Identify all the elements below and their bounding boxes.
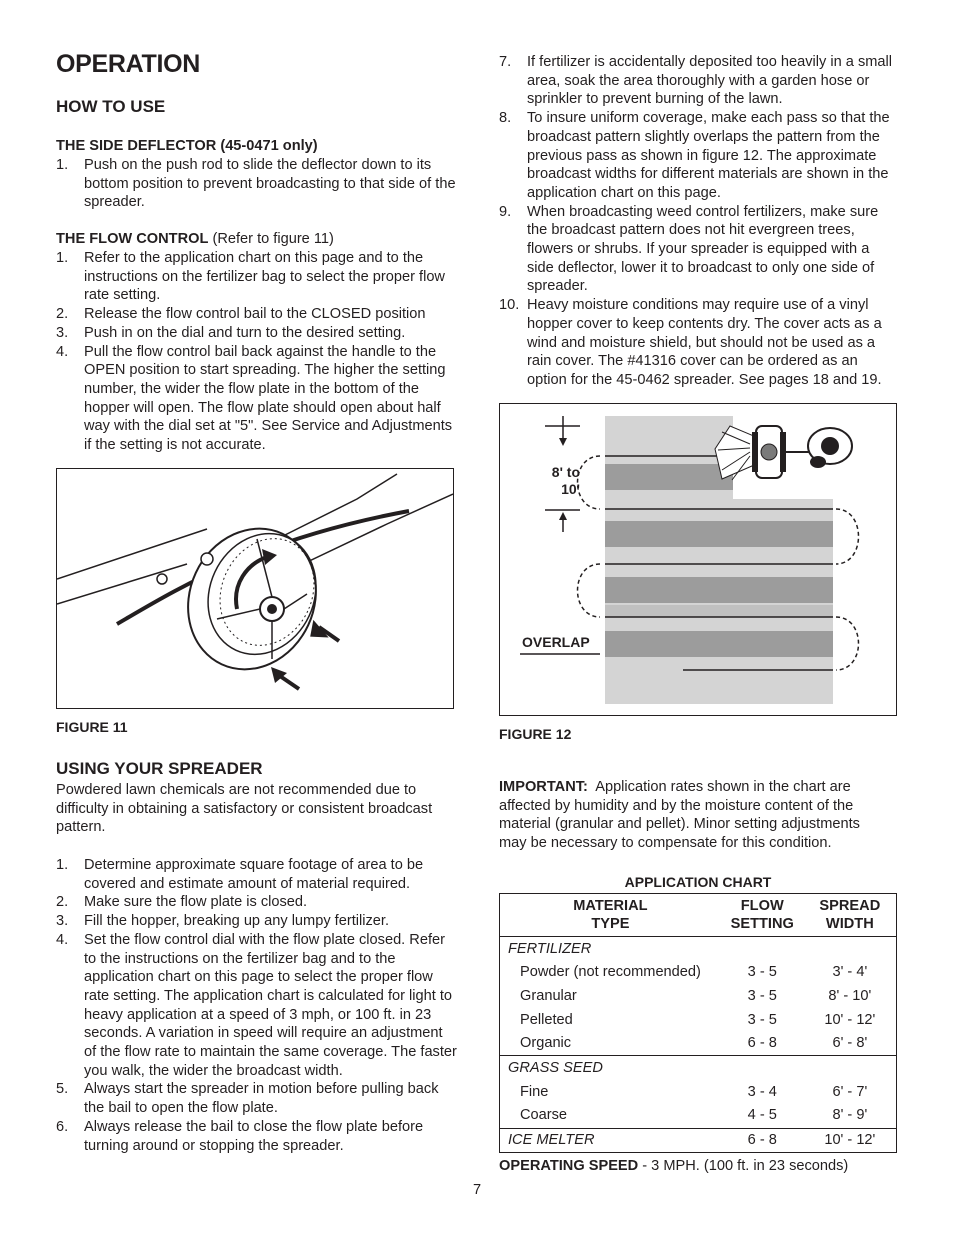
list-item: 10. Heavy moisture conditions may require use of a vinyl hopper cover to keep contents dry. The cover acts as a wind and moisture shield, but should not be used as a rain cover. The #41316 cover can be ordered as an option for the 45-0462 spreader. See pages 18 and 19. [499, 297, 882, 388]
list-item: 1. Determine approximate square footage of area to be covered and estimate amount of material required. [56, 857, 424, 892]
using-spreader-heading: USING YOUR SPREADER [56, 759, 263, 778]
using-intro: Powdered lawn chemicals are not recommended due to difficulty in obtaining a satisfactory or consistent broadcast pattern. [56, 782, 433, 836]
side-deflector-list [56, 156, 458, 212]
page-number: 7 [472, 1182, 482, 1198]
flow-control-heading: THE FLOW CONTROL (Refer to figure 11) [56, 231, 334, 247]
using-list [56, 856, 458, 1155]
list-item: 4. Set the flow control dial with the flow plate closed. Refer to the instructions on the fertilizer bag and to the application chart on this page to select the proper flow rate setting. The application chart is calculated for light to heavy application at a speed of 3 mph, or 100 ft. in 23 seconds. A variation in speed will require an adjustment of the flow rate to maintain the same coverage. The faster you walk, the wider the broadcast width. [56, 931, 457, 1079]
table-row: Organic 6 - 8 6' - 8' [500, 1032, 897, 1056]
right-list [499, 53, 899, 390]
list-item: 7. If fertilizer is accidentally deposited too heavily in a small area, soak the area thoroughly with a garden hose or sprinkler to prevent burning of the lawn. [499, 54, 893, 108]
list-item: 4. Pull the flow control bail back against the handle to the OPEN position to start spreading. The higher the setting number, the wider the flow plate in the bottom of the hopper will open. The flow plate should open about half way with the dial set at "5". See Service and Adjustments if the setting is not accurate. [56, 343, 453, 454]
list-item: 9. When broadcasting weed control fertilizers, make sure the broadcast pattern does not hit evergreen trees, flowers or shrubs. If your spreader is equipped with a side deflector, lower it to broadcast to only one side of spreader. [499, 203, 879, 295]
column-header: SPREAD WIDTH [804, 894, 897, 937]
list-item: 6. Always release the bail to close the flow plate before turning around or stopping the spreader. [56, 1118, 424, 1154]
pass-width-label: 8' to 10' [551, 464, 580, 497]
application-chart-title: APPLICATION CHART [624, 874, 772, 890]
table-row: FERTILIZER [508, 940, 592, 957]
table-row: Pelleted 3 - 5 10' - 12' [520, 1011, 876, 1028]
important-note: IMPORTANT: Application rates shown in the chart are affected by humidity and by the moisture content of the material (granular and pellet). Minor setting adjustments may be necessary to compensate for this condition. [499, 779, 860, 852]
overlap-pattern-drawing [500, 404, 896, 715]
overlap-label: OVERLAP [522, 634, 590, 650]
table-row: GRASS SEED [508, 1060, 603, 1077]
page-title: OPERATION [56, 50, 201, 78]
table-row: Coarse 4 - 5 8' - 9' [500, 1104, 897, 1128]
list-item: 5. Always start the spreader in motion before pulling back the bail to open the flow plate. [56, 1081, 439, 1117]
table-row: Fine 3 - 4 6' - 7' [520, 1083, 868, 1100]
figure-12-illustration [499, 403, 897, 716]
flow-control-list [56, 249, 458, 455]
figure-11-illustration [56, 468, 454, 709]
list-item: 8. To insure uniform coverage, make each pass so that the broadcast pattern slightly overlaps the pattern from the previous pass as shown in figure 12. The approximate broadcast widths for different materials are shown in the application chart on this page. [499, 110, 890, 201]
figure-11-caption: FIGURE 11 [56, 719, 128, 735]
figure-12-caption: FIGURE 12 [499, 726, 572, 742]
column-header: FLOW SETTING [721, 894, 804, 937]
operating-speed-note: OPERATING SPEED - 3 MPH. (100 ft. in 23 seconds) [499, 1158, 849, 1174]
list-item: 2. Make sure the flow plate is closed. [56, 894, 308, 911]
table-row: ICE MELTER 6 - 8 10' - 12' [508, 1132, 876, 1149]
table-row: Granular 3 - 5 8' - 10' [520, 987, 872, 1004]
side-deflector-heading: THE SIDE DEFLECTOR (45-0471 only) [56, 138, 318, 154]
list-item: 1. Refer to the application chart on this page and to the instructions on the fertilizer bag to select the proper flow rate setting. [56, 250, 445, 304]
list-item: 2. Release the flow control bail to the CLOSED position [56, 306, 426, 323]
application-chart-table [499, 893, 897, 1153]
how-to-use-heading: HOW TO USE [56, 97, 166, 116]
table-header-row [500, 894, 897, 937]
list-item: 3. Push in on the dial and turn to the desired setting. [56, 324, 406, 341]
flow-control-dial-drawing [57, 469, 453, 708]
list-item: 1. Push on the push rod to slide the deflector down to its bottom position to prevent broadcasting to that side of the spreader. [56, 157, 456, 211]
table-row: Powder (not recommended) 3 - 5 3' - 4' [520, 964, 868, 981]
column-header: MATERIAL TYPE [500, 894, 721, 937]
list-item: 3. Fill the hopper, breaking up any lumpy fertilizer. [56, 913, 390, 930]
